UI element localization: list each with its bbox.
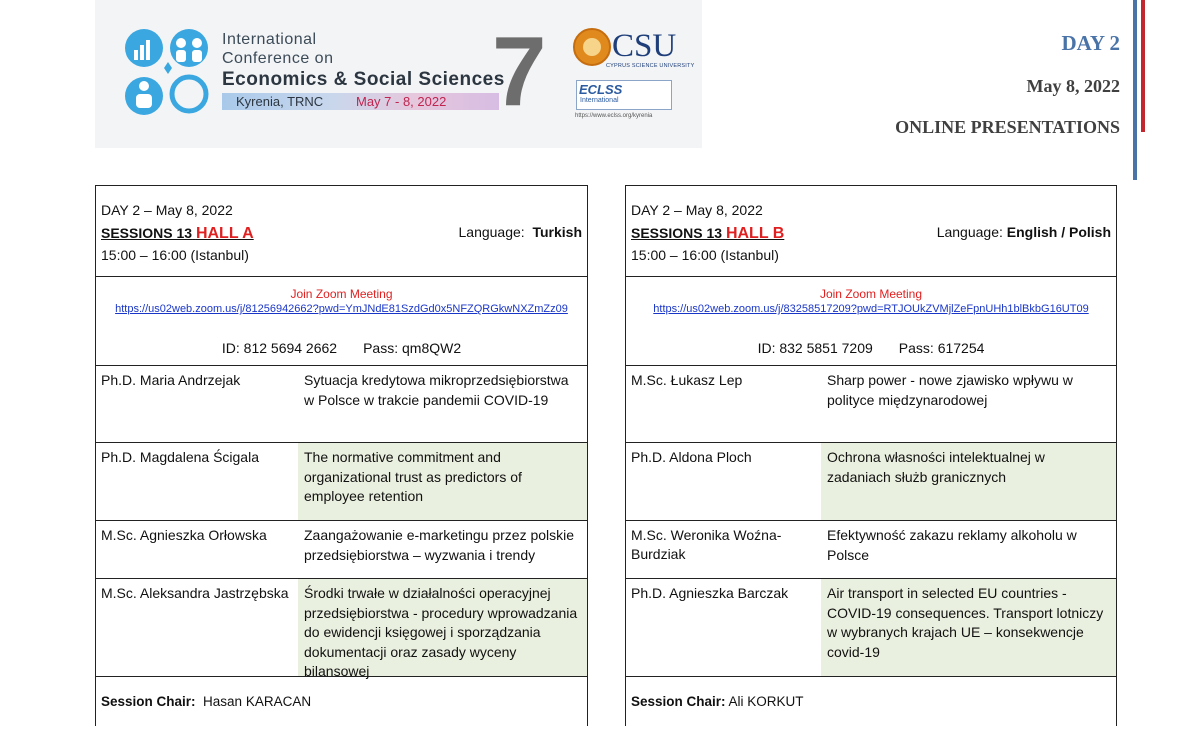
presentation-title: Środki trwałe w działalności operacyjnej przedsiębiorstwa - procedury wprowadzania do ewidencji księgowej i sporządzania dokumentacji oraz zasady wyceny bilansowej [304,585,578,679]
csu-logo: CSU [612,28,677,64]
zoom-meeting-link[interactable]: https://us02web.zoom.us/j/83258517209?pwd=RTJOUkZVMjlZeFpnUHh1blBkbG16UT09 [653,303,1089,315]
conference-dates: May 7 - 8, 2022 [356,94,447,109]
session-chair-name: Hasan KARACAN [203,694,312,709]
session-header [96,186,587,277]
table-row [626,579,1116,677]
table-row [626,366,1116,443]
session-time: 15:00 – 16:00 (Istanbul) [631,247,779,263]
presentation-title: Zaangażowanie e-marketingu przez polskie przedsiębiorstwa – wyzwania i trendy [304,527,575,563]
conference-place: Kyrenia, TRNC [236,94,324,109]
session-language [937,224,1111,240]
page-day-title: DAY 2 [1061,31,1120,55]
session-day: DAY 2 – May 8, 2022 [101,202,233,218]
page-edge-red-bar [1141,0,1145,132]
table-row [626,521,1116,579]
zoom-join-label: Join Zoom Meeting [290,287,393,301]
eclss-logo-subtitle: International [580,97,619,104]
presentation-title: Sharp power - nowe zjawisko wpływu w polityce międzynarodowej [827,372,1073,408]
conference-logo-icon [124,28,216,120]
zoom-meeting-id: ID: 812 5694 2662 [221,340,338,356]
session-table-hall-b [625,185,1117,726]
table-row [626,443,1116,521]
session-label [101,225,254,243]
language-label: Language: [458,224,525,240]
presenter-name: Ph.D. Agnieszka Barczak [626,579,821,676]
zoom-credentials [626,340,1116,356]
page-edge-blue-bar [1133,0,1137,180]
presenter-name: Ph.D. Maria Andrzejak [101,372,241,388]
session-time: 15:00 – 16:00 (Istanbul) [101,247,249,263]
presenter-name: Ph.D. Magdalena Ścigala [96,443,298,520]
table-row [96,443,587,521]
presentation-title: The normative commitment and organizational trust as predictors of employee retention [304,449,522,504]
table-row [96,366,587,443]
session-day: DAY 2 – May 8, 2022 [631,202,763,218]
hall-name: HALL A [195,225,254,242]
csu-seal-icon [573,28,611,66]
language-value: English / Polish [1006,224,1111,240]
table-row [96,579,587,677]
table-row [96,521,587,579]
zoom-passcode: Pass: 617254 [898,340,985,356]
conference-title-line-2: Conference on [222,50,334,67]
presenter-name: M.Sc. Weronika Woźna-Burdziak [631,527,782,562]
zoom-info [626,277,1116,366]
presenter-name: M.Sc. Agnieszka Orłowska [101,527,267,543]
zoom-credentials [96,340,587,356]
zoom-meeting-id: ID: 832 5851 7209 [757,340,873,356]
session-label [631,225,784,243]
csu-subtitle: CYPRUS SCIENCE UNIVERSITY [606,63,695,69]
conference-title-line-1: International [222,31,317,48]
eclss-logo-text: ECLSS [579,82,623,97]
zoom-meeting-link[interactable]: https://us02web.zoom.us/j/81256942662?pwd=YmJNdE81SzdGd0x5NFZQRGkwNXZmZz09 [115,303,568,315]
session-chair-label: Session Chair: [631,694,726,709]
page-date: May 8, 2022 [1026,76,1120,96]
session-header [626,186,1116,277]
zoom-join-label: Join Zoom Meeting [819,287,923,301]
presenter-name: M.Sc. Aleksandra Jastrzębska [96,579,298,676]
language-label: Language: [936,224,1003,240]
eclss-url: https://www.eclss.org/kyrenia [575,113,653,119]
session-chair-label: Session Chair: [101,694,196,709]
edition-number: 7 [492,16,547,126]
presentation-title: Efektywność zakazu reklamy alkoholu w Polsce [827,527,1077,563]
presentation-title: Ochrona własności intelektualnej w zadaniach służb granicznych [827,449,1045,485]
presenter-name: Ph.D. Aldona Ploch [626,443,821,520]
conference-title-line-3: Economics & Social Sciences [222,69,505,90]
presentation-title: Sytuacja kredytowa mikroprzedsiębiorstwa w Polsce w trakcie pandemii COVID-19 [304,372,569,408]
session-chair-name: Ali KORKUT [728,694,804,709]
session-language [459,224,583,240]
hall-name: HALL B [725,225,785,242]
presenter-name: M.Sc. Łukasz Lep [631,372,743,388]
zoom-info [96,277,587,366]
session-number: SESSIONS 13 [631,225,723,241]
session-chair [631,694,804,709]
page-subtitle: ONLINE PRESENTATIONS [895,117,1120,137]
session-chair [101,694,311,709]
zoom-passcode: Pass: qm8QW2 [363,340,462,356]
session-table-hall-a [95,185,588,726]
language-value: Turkish [532,224,582,240]
session-number: SESSIONS 13 [101,225,193,241]
presentation-title: Air transport in selected EU countries - COVID-19 consequences. Transport lotniczy w wybranych krajach UE – konsekwencje covid-19 [827,585,1104,660]
